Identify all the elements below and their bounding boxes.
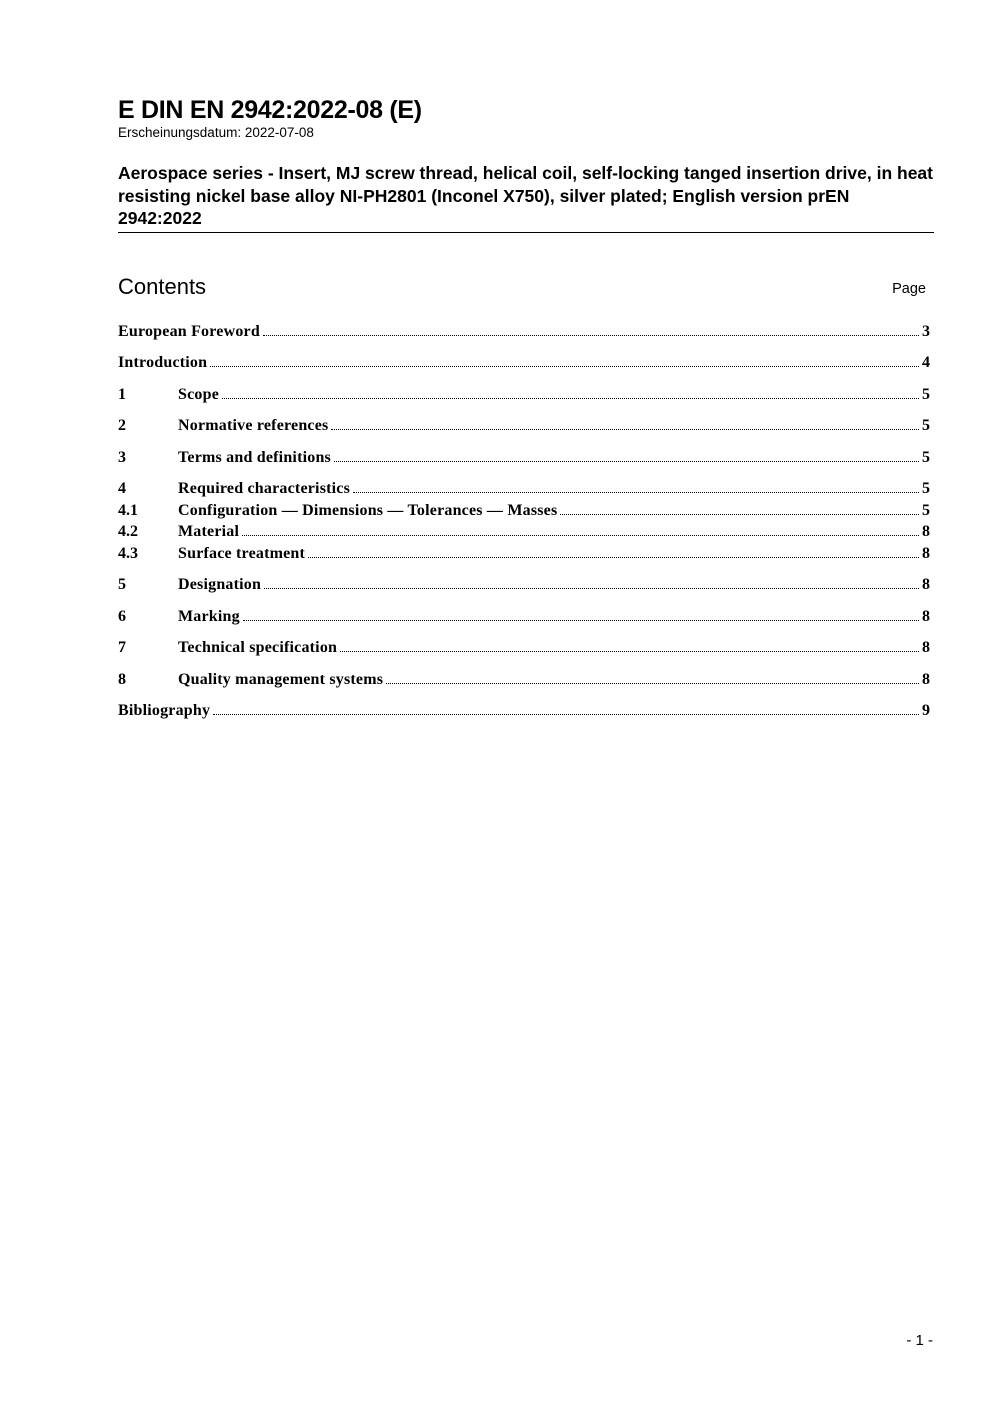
toc-dot-leader xyxy=(222,397,919,399)
toc-entry-number: 3 xyxy=(118,449,126,466)
toc-entry-title: Scope xyxy=(178,386,219,403)
toc-entry-surface-treatment[interactable] xyxy=(118,544,930,564)
toc-dot-leader xyxy=(386,682,919,684)
toc-entry-technical-specification[interactable] xyxy=(118,638,930,658)
toc-dot-leader xyxy=(213,713,919,715)
toc-entry-page: 8 xyxy=(922,608,930,625)
toc-entry-title: Bibliography xyxy=(118,702,211,719)
toc-dot-leader xyxy=(263,334,919,336)
toc-entry-title: Quality management systems xyxy=(178,671,384,688)
toc-entry-number: 4.3 xyxy=(118,545,138,562)
toc-dot-leader xyxy=(264,587,919,589)
toc-dot-leader xyxy=(353,491,919,493)
toc-entry-page: 5 xyxy=(922,502,930,519)
toc-entry-required-characteristics[interactable] xyxy=(118,479,930,499)
toc-entry-number: 5 xyxy=(118,576,126,593)
document-id: E DIN EN 2942:2022-08 (E) xyxy=(118,96,422,124)
toc-dot-leader xyxy=(308,556,919,558)
toc-entry-page: 9 xyxy=(922,702,930,719)
toc-entry-page: 5 xyxy=(922,449,930,466)
toc-entry-introduction[interactable] xyxy=(118,353,930,373)
toc-entry-page: 5 xyxy=(922,386,930,403)
toc-entry-quality-management-systems[interactable] xyxy=(118,670,930,690)
toc-entry-page: 8 xyxy=(922,545,930,562)
contents-header xyxy=(118,274,928,302)
toc-entry-title: Configuration — Dimensions — Tolerances — Masses xyxy=(178,502,558,519)
toc-dot-leader xyxy=(243,619,919,621)
publication-date: Erscheinungsdatum: 2022-07-08 xyxy=(118,125,314,140)
toc-entry-designation[interactable] xyxy=(118,575,930,595)
toc-entry-title: Introduction xyxy=(118,354,208,371)
toc-entry-number: 8 xyxy=(118,671,126,688)
toc-entry-title: Normative references xyxy=(178,417,329,434)
document-header xyxy=(118,96,934,233)
toc-entry-number: 7 xyxy=(118,639,126,656)
toc-entry-material[interactable] xyxy=(118,522,930,542)
document-title: Aerospace series - Insert, MJ screw thread, helical coil, self-locking tanged insertion drive, in heat resisting nickel base alloy NI-PH2801 (Inconel X750), silver plated; English version prEN 2942:2022 xyxy=(118,162,934,233)
toc-entry-title: Material xyxy=(178,523,240,540)
toc-entry-european-foreword[interactable] xyxy=(118,322,930,342)
toc-entry-page: 5 xyxy=(922,417,930,434)
toc-entry-page: 8 xyxy=(922,523,930,540)
page-column-label: Page xyxy=(892,281,926,297)
toc-entry-title: Required characteristics xyxy=(178,480,351,497)
toc-entry-page: 5 xyxy=(922,480,930,497)
toc-entry-number: 4 xyxy=(118,480,126,497)
page-number: - 1 - xyxy=(906,1332,933,1349)
toc-entry-page: 8 xyxy=(922,671,930,688)
toc-dot-leader xyxy=(331,428,919,430)
toc-dot-leader xyxy=(210,365,919,367)
toc-entry-page: 4 xyxy=(922,354,930,371)
toc-entry-number: 1 xyxy=(118,386,126,403)
toc-entry-scope[interactable] xyxy=(118,385,930,405)
toc-entry-title: Technical specification xyxy=(178,639,338,656)
toc-entry-number: 4.1 xyxy=(118,502,138,519)
toc-entry-page: 8 xyxy=(922,576,930,593)
toc-dot-leader xyxy=(334,460,919,462)
toc-entry-number: 6 xyxy=(118,608,126,625)
toc-entry-number: 4.2 xyxy=(118,523,138,540)
toc-entry-number: 2 xyxy=(118,417,126,434)
toc-dot-leader xyxy=(242,534,919,536)
contents-heading: Contents xyxy=(118,274,207,299)
toc-entry-marking[interactable] xyxy=(118,607,930,627)
toc-dot-leader xyxy=(560,513,919,515)
toc-entry-terms-and-definitions[interactable] xyxy=(118,448,930,468)
toc-entry-normative-references[interactable] xyxy=(118,416,930,436)
toc-entry-title: Marking xyxy=(178,608,240,625)
toc-entry-page: 3 xyxy=(922,323,930,340)
toc-dot-leader xyxy=(340,650,919,652)
toc-entry-configuration[interactable] xyxy=(118,501,930,521)
toc-entry-title: Designation xyxy=(178,576,262,593)
toc-entry-title: European Foreword xyxy=(118,323,260,340)
toc-entry-title: Terms and definitions xyxy=(178,449,331,466)
toc-entry-title: Surface treatment xyxy=(178,545,306,562)
toc-entry-bibliography[interactable] xyxy=(118,701,930,721)
toc-entry-page: 8 xyxy=(922,639,930,656)
